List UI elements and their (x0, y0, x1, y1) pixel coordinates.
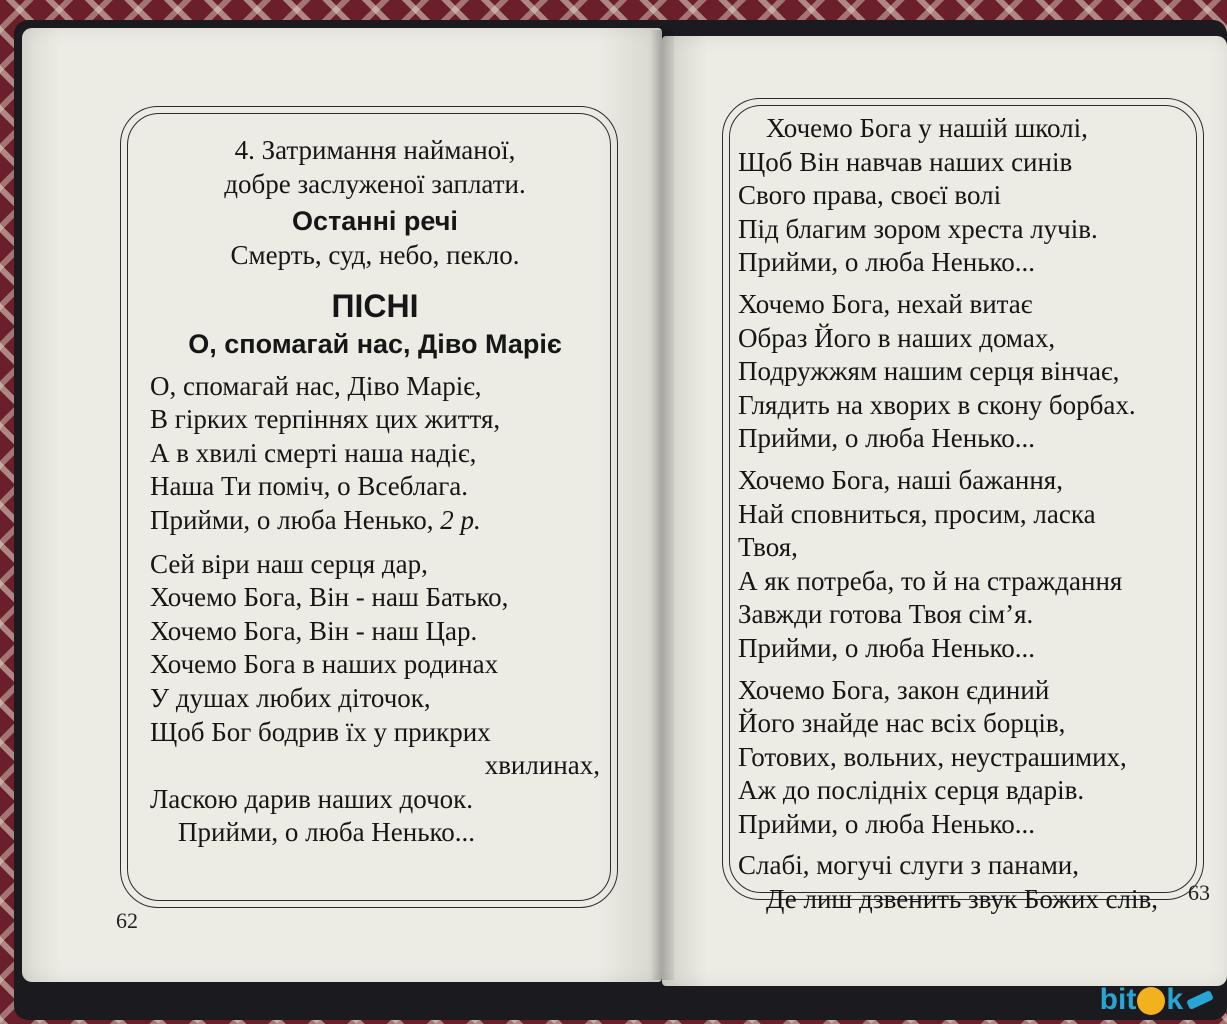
refrain-line: Прийми, о люба Ненько... (738, 808, 1036, 839)
song-title: О, спомагай нас, Діво Маріє (188, 328, 562, 359)
verse-line: Свого права, своєї волі (738, 180, 1002, 211)
verse-line: Завжди готова Твоя сім’я. (738, 599, 1034, 630)
verse-line: Готових, вольних, неустрашимих, (738, 741, 1127, 772)
verse-line: У душах любих діточок, (150, 682, 431, 713)
verse-line: Хочемо Бога в наших родинах (150, 649, 499, 680)
verse-line: Хочемо Бога, Він - наш Цар. (150, 615, 478, 646)
verse-line: Най сповниться, просим, ласка (738, 498, 1096, 529)
text-line: добре заслуженої заплати. (224, 168, 526, 199)
verse-line: Хочемо Бога у нашій школі, (766, 113, 1088, 143)
verse-line: Аж до послідніх серця вдарів. (738, 775, 1085, 806)
verse-line: Щоб Він навчав наших синів (738, 146, 1073, 177)
verse-line: Образ Його в наших домах, (738, 322, 1056, 353)
verse-line: Слабі, могучі слуги з панами, (738, 850, 1079, 881)
verse-line: Хочемо Бога, нехай витає (738, 288, 1033, 319)
last-things-line: Смерть, суд, небо, пекло. (230, 239, 520, 270)
refrain-repeat-mark: 2 р. (440, 504, 481, 535)
verse-line: Наша Ти поміч, о Всеблага. (150, 471, 469, 502)
section-heading-last-things: Останні речі (292, 206, 458, 237)
right-page-text (738, 112, 1188, 917)
left-page-text (150, 134, 600, 850)
verse-line: Хочемо Бога, закон єдиний (738, 674, 1050, 705)
text-line: 4. Затримання найманої, (234, 135, 516, 165)
page-number-right: 63 (1188, 880, 1210, 905)
logo-hand-icon (1137, 987, 1165, 1015)
verse-line: Ласкою дарив наших дочок. (150, 783, 474, 814)
verse-line: Під благим зором хреста лучів. (738, 213, 1098, 244)
watermark-logo (1100, 982, 1213, 1018)
verse-line-wrap: хвилинах, (484, 750, 600, 781)
verse-line: О, спомагай нас, Діво Маріє, (150, 370, 482, 401)
verse-line: Твоя, (738, 532, 798, 563)
songs-title: ПІСНІ (331, 288, 419, 325)
book-gutter (650, 30, 674, 980)
refrain-line: Прийми, о люба Ненько... (738, 632, 1036, 663)
page-number-left: 62 (116, 908, 138, 933)
verse-line: Подружжям нашим серця вінчає, (738, 356, 1120, 387)
logo-arrow-icon (1186, 990, 1214, 1010)
refrain-line: Прийми, о люба Ненько... (178, 817, 476, 848)
verse-line: Хочемо Бога, наші бажання, (738, 464, 1063, 495)
refrain-line: Прийми, о люба Ненько... (738, 423, 1036, 454)
verse-line: Хочемо Бога, Він - наш Батько, (150, 582, 509, 613)
refrain-line (150, 504, 600, 538)
verse-line: Де лиш дзвенить звук Божих слів, (766, 884, 1159, 915)
verse-line: А в хвилі смерті наша надіє, (150, 437, 477, 468)
logo-text-end: k (1166, 983, 1183, 1016)
verse-line: Сей віри наш серця дар, (150, 548, 428, 579)
refrain-text: Прийми, о люба Ненько, (150, 504, 434, 535)
logo-text-start: bit (1099, 983, 1137, 1016)
refrain-line: Прийми, о люба Ненько... (738, 247, 1036, 278)
verse-line: Його знайде нас всіх борців, (738, 708, 1066, 739)
verse-line: Щоб Бог бодрив їх у прикрих (150, 716, 491, 747)
verse-line: А як потреба, то й на страждання (738, 565, 1123, 596)
verse-line: Глядить на хворих в скону борбах. (738, 389, 1136, 420)
verse-line: В гірких терпіннях цих життя, (150, 404, 501, 435)
